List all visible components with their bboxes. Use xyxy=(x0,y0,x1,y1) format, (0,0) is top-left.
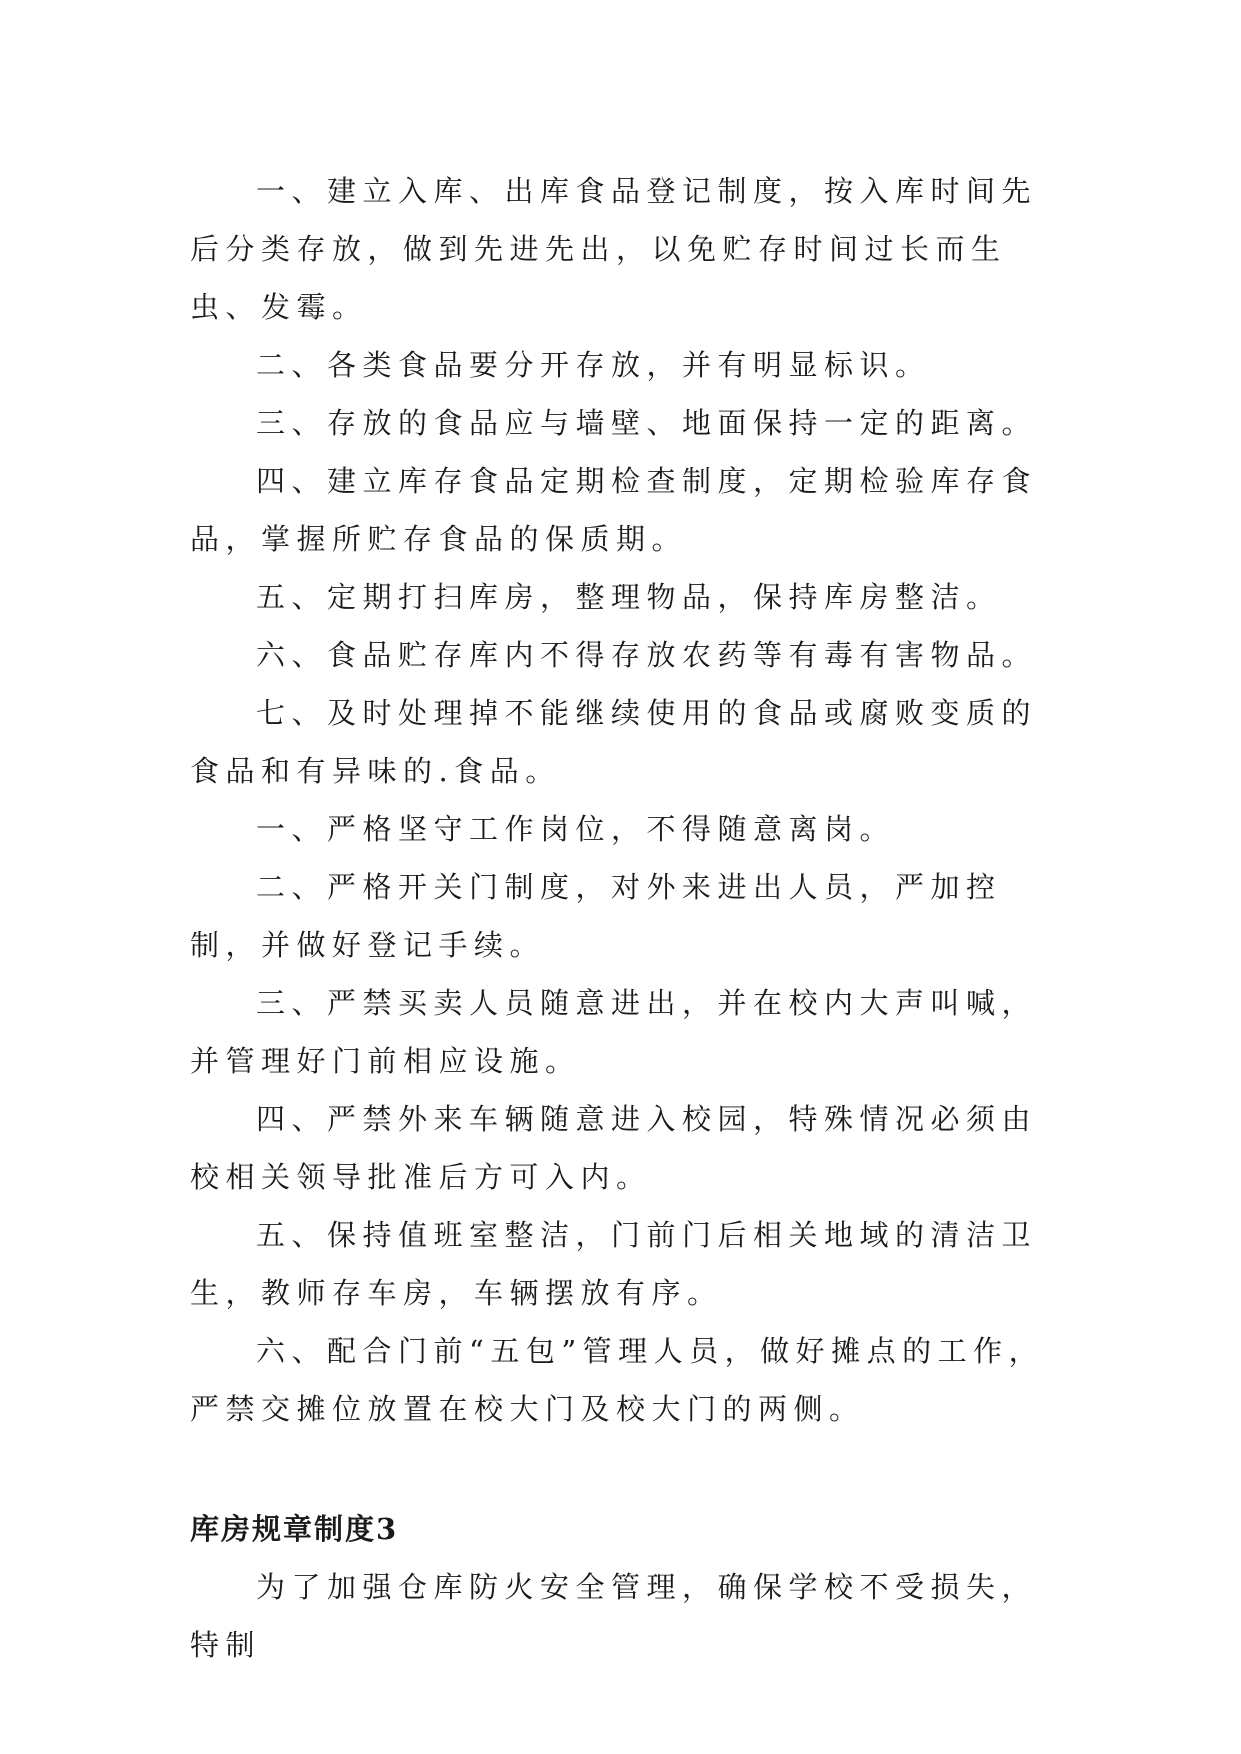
paragraph-8: 一、严格坚守工作岗位，不得随意离岗。 xyxy=(256,812,896,846)
section-heading: 库房规章制度3 xyxy=(190,1512,399,1546)
paragraph-3: 三、存放的食品应与墙壁、地面保持一定的距离。 xyxy=(256,406,1038,440)
paragraph-11: 四、严禁外来车辆随意进入校园，特殊情况必须由校相关领导批准后方可入内。 xyxy=(190,1102,1038,1194)
paragraph-2: 二、各类食品要分开存放，并有明显标识。 xyxy=(256,348,931,382)
paragraph-10: 三、严禁买卖人员随意进出，并在校内大声叫喊，并管理好门前相应设施。 xyxy=(190,986,1038,1078)
paragraph-6: 六、食品贮存库内不得存放农药等有毒有害物品。 xyxy=(256,638,1038,672)
final-paragraph: 为了加强仓库防火安全管理，确保学校不受损失，特制 xyxy=(190,1570,1038,1662)
paragraph-7: 七、及时处理掉不能继续使用的食品或腐败变质的食品和有异味的.食品。 xyxy=(190,696,1038,788)
paragraph-4: 四、建立库存食品定期检查制度，定期检验库存食品，掌握所贮存食品的保质期。 xyxy=(190,464,1038,556)
paragraph-5: 五、定期打扫库房，整理物品，保持库房整洁。 xyxy=(256,580,1002,614)
paragraph-1: 一、建立入库、出库食品登记制度，按入库时间先后分类存放，做到先进先出，以免贮存时间过长而生虫、发霉。 xyxy=(190,174,1038,324)
paragraph-13: 六、配合门前“五包”管理人员，做好摊点的工作，严禁交摊位放置在校大门及校大门的两侧。 xyxy=(190,1334,1045,1426)
paragraph-12: 五、保持值班室整洁，门前门后相关地域的清洁卫生，教师存车房，车辆摆放有序。 xyxy=(190,1218,1038,1310)
paragraph-9: 二、严格开关门制度，对外来进出人员，严加控制，并做好登记手续。 xyxy=(190,870,1002,962)
document-body xyxy=(190,162,1070,1674)
